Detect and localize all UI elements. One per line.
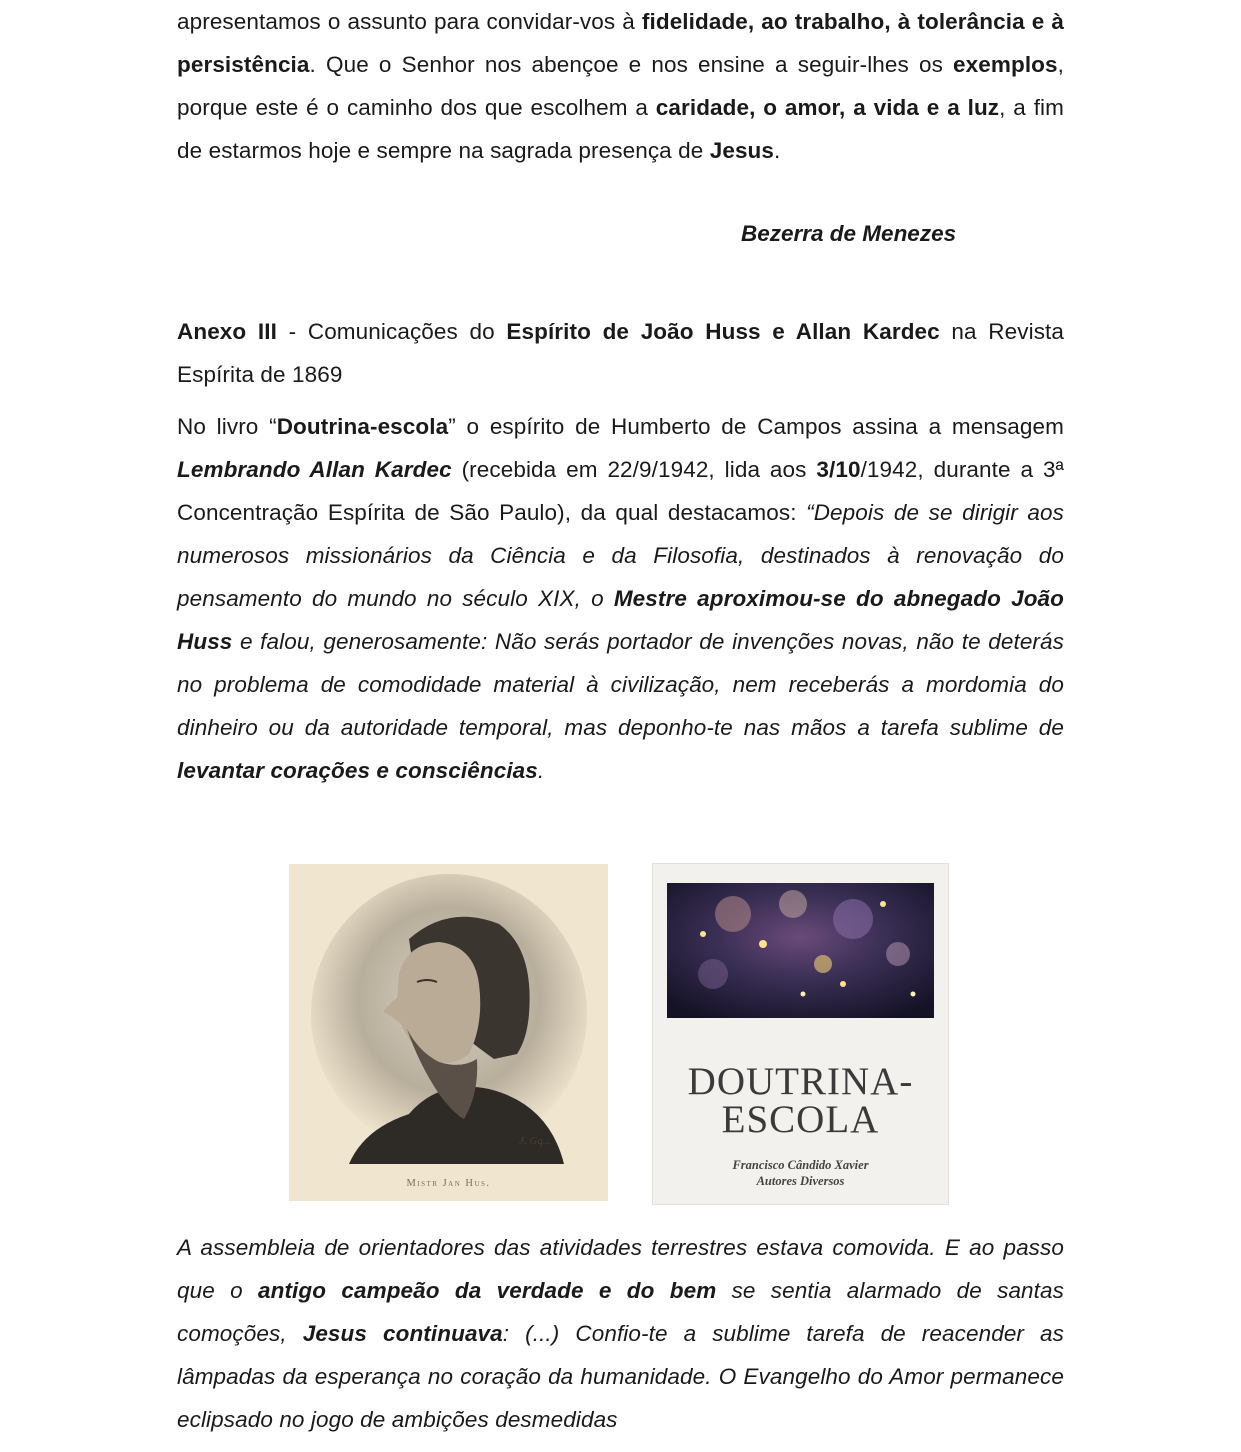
text: apresentamos o assunto para convidar-vos à [177,9,642,34]
cover-artwork [653,864,948,1204]
text: , a fim de estarmos hoje e sempre na sagrada presença de [177,95,1064,163]
portrait-caption: Mistr Jan Hus. [406,1178,491,1189]
quote-text: A assembleia de orientadores das atividades terrestres estava comovida. E ao passo que o [177,1235,1064,1303]
quote-text: “Depois de se dirigir aos numerosos missionários da Ciência e da Filosofia, destinados à renovação do pensamento do mundo no século XIX, o [177,500,1064,611]
portrait-engraving [289,864,608,1201]
cover-author-1: Francisco Cândido Xavier [732,1158,869,1172]
text: No livro “ [177,414,277,439]
bold-date: 3/10 [816,457,861,482]
quote-text: se sentia alarmado de santas comoções, [177,1278,1064,1346]
cover-title-line2: ESCOLA [721,1098,880,1141]
bold-text: fidelidade, ao trabalho, à tolerância e à persistência [177,9,1064,77]
portrait-jan-hus [289,864,608,1201]
svg-text:J. Gq...: J. Gq... [519,1135,552,1147]
text: (recebida em 22/9/1942, lida aos [451,457,817,482]
bold-quote: antigo campeão da verdade e do bem [258,1278,717,1303]
quote-text: . [537,758,545,783]
cover-author-2: Autores Diversos [756,1174,845,1188]
annex-heading [177,310,1064,396]
bold-text: Jesus [709,138,775,163]
cover-title-line1: DOUTRINA- [687,1060,914,1103]
images-row [0,864,1241,1204]
quote-text: : (...) Confio-te a sublime tarefa de reacender as lâmpadas da esperança no coração da humanidade. O Evangelho do Amor permanece eclipsado no jogo de ambições desmedidas [177,1321,1064,1432]
paragraph-top [177,0,1064,172]
text: . [774,138,781,163]
message-title: Lembrando Allan Kardec [177,457,452,482]
quote-text: e falou, generosamente: Não serás portador de invenções novas, não te deterás no problema de comodidade material à civilização, nem receberás a mordomia do dinheiro ou da autoridade temporal, mas deponho-te nas mãos a tarefa sublime de [177,629,1064,740]
annex-label: Anexo III [177,319,277,344]
book-cover-doutrina-escola [653,864,948,1204]
text: , porque este é o caminho dos que escolhem a [177,52,1064,120]
paragraph-bottom [177,1226,1064,1441]
text: /1942, durante a 3ª Concentração Espírita de São Paulo), da qual destacamos: [177,457,1064,525]
bold-quote: levantar corações e consciências [177,758,538,783]
signature: Bezerra de Menezes [741,221,957,246]
text: - Comunicações do [276,319,507,344]
bold-quote: Jesus continuava [302,1321,503,1346]
bold-text: Espírito de João Huss e Allan Kardec [506,319,940,344]
paragraph-book [177,405,1064,792]
text: . Que o Senhor nos abençoe e nos ensine a seguir-lhes os [309,52,954,77]
bold-quote: Mestre aproximou-se do abnegado João Huss [177,586,1064,654]
bold-text: caridade, o amor, a vida e a luz [655,95,1000,120]
book-title: Doutrina-escola [276,414,449,439]
text: ” o espírito de Humberto de Campos assina a mensagem [448,414,1064,439]
text: na Revista Espírita de 1869 [177,319,1065,387]
bold-text: exemplos [953,52,1058,77]
